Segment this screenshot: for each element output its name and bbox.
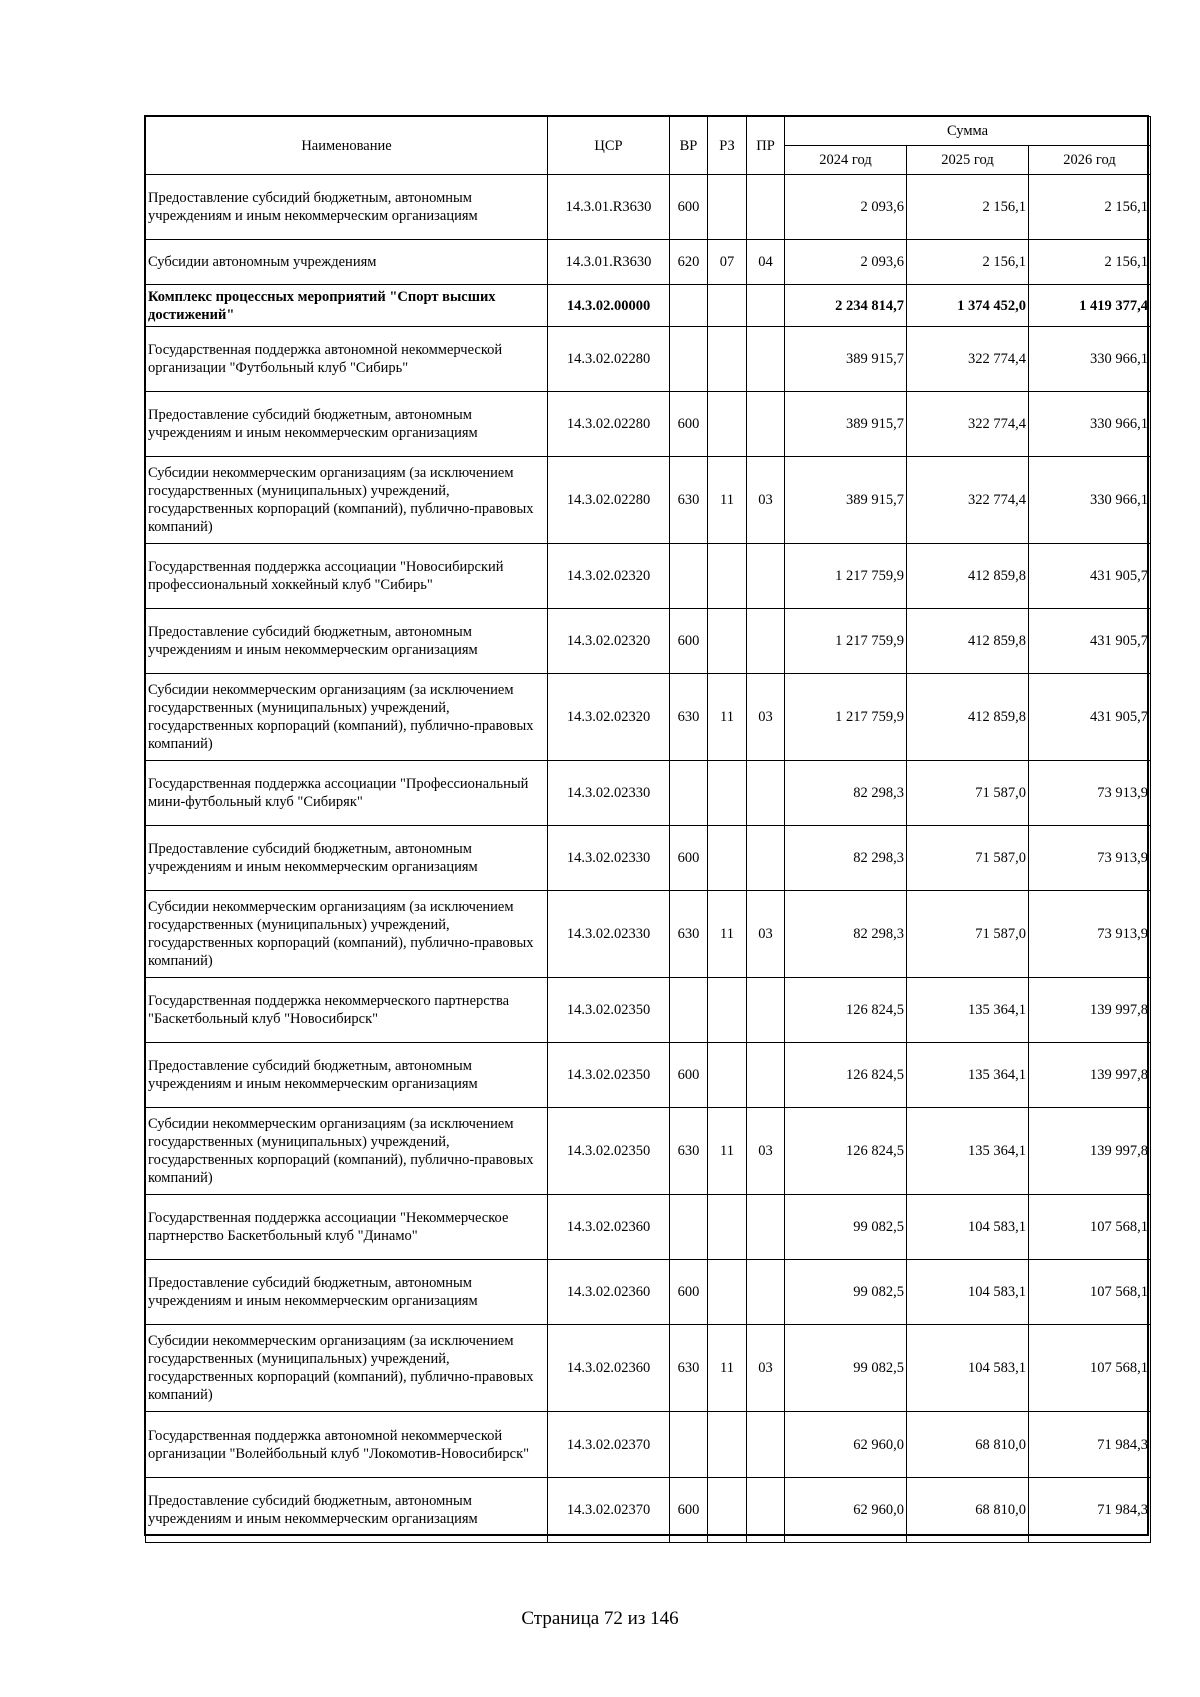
cell-csr: 14.3.02.02330 xyxy=(548,891,670,978)
cell-2024: 2 093,6 xyxy=(785,240,907,285)
table-row xyxy=(146,891,1151,978)
cell-2026: 139 997,8 xyxy=(1029,1108,1151,1195)
cell-vr xyxy=(670,285,708,327)
cell-name: Субсидии некоммерческим организациям (за исключением государственных (муниципальных) учреждений, государственных корпораций (компаний), публично-правовых компаний) xyxy=(146,457,548,544)
cell-2026: 73 913,9 xyxy=(1029,826,1151,891)
cell-pr xyxy=(747,175,785,240)
cell-pr xyxy=(747,1412,785,1478)
cell-2025: 71 587,0 xyxy=(907,761,1029,826)
cell-pr: 03 xyxy=(747,457,785,544)
cell-name: Субсидии некоммерческим организациям (за исключением государственных (муниципальных) учреждений, государственных корпораций (компаний), публично-правовых компаний) xyxy=(146,891,548,978)
cell-rz xyxy=(708,392,747,457)
cell-2025: 322 774,4 xyxy=(907,327,1029,392)
cell-rz xyxy=(708,609,747,674)
cell-vr: 600 xyxy=(670,1478,708,1543)
cell-pr xyxy=(747,761,785,826)
cell-2024: 99 082,5 xyxy=(785,1325,907,1412)
cell-2024: 126 824,5 xyxy=(785,1043,907,1108)
cell-vr: 630 xyxy=(670,891,708,978)
cell-rz xyxy=(708,544,747,609)
table-row xyxy=(146,1108,1151,1195)
cell-2026: 330 966,1 xyxy=(1029,392,1151,457)
table-row xyxy=(146,392,1151,457)
header-pr: ПР xyxy=(747,117,785,175)
cell-name: Предоставление субсидий бюджетным, автономным учреждениям и иным некоммерческим организациям xyxy=(146,609,548,674)
cell-csr: 14.3.02.02330 xyxy=(548,826,670,891)
cell-pr xyxy=(747,1043,785,1108)
cell-rz xyxy=(708,826,747,891)
cell-pr xyxy=(747,1260,785,1325)
cell-2026: 107 568,1 xyxy=(1029,1325,1151,1412)
cell-csr: 14.3.02.02320 xyxy=(548,544,670,609)
cell-vr: 600 xyxy=(670,1043,708,1108)
cell-vr: 630 xyxy=(670,674,708,761)
cell-2024: 82 298,3 xyxy=(785,891,907,978)
cell-name: Предоставление субсидий бюджетным, автономным учреждениям и иным некоммерческим организациям xyxy=(146,1478,548,1543)
cell-name: Предоставление субсидий бюджетным, автономным учреждениям и иным некоммерческим организациям xyxy=(146,1043,548,1108)
cell-2026: 431 905,7 xyxy=(1029,544,1151,609)
cell-2026: 330 966,1 xyxy=(1029,457,1151,544)
cell-pr xyxy=(747,392,785,457)
cell-vr: 600 xyxy=(670,175,708,240)
cell-name: Субсидии некоммерческим организациям (за исключением государственных (муниципальных) учреждений, государственных корпораций (компаний), публично-правовых компаний) xyxy=(146,674,548,761)
cell-csr: 14.3.02.02330 xyxy=(548,761,670,826)
header-year-2026: 2026 год xyxy=(1029,146,1151,175)
cell-name: Государственная поддержка автономной некоммерческой организации "Футбольный клуб "Сибирь" xyxy=(146,327,548,392)
header-name: Наименование xyxy=(146,117,548,175)
table-row xyxy=(146,285,1151,327)
cell-2025: 412 859,8 xyxy=(907,544,1029,609)
table-header xyxy=(146,117,1151,175)
budget-table xyxy=(145,116,1151,1543)
cell-rz xyxy=(708,1478,747,1543)
cell-vr xyxy=(670,544,708,609)
cell-2026: 431 905,7 xyxy=(1029,609,1151,674)
cell-2025: 104 583,1 xyxy=(907,1260,1029,1325)
table-row xyxy=(146,761,1151,826)
cell-2024: 99 082,5 xyxy=(785,1195,907,1260)
cell-rz: 07 xyxy=(708,240,747,285)
cell-csr: 14.3.02.02370 xyxy=(548,1412,670,1478)
table-row xyxy=(146,674,1151,761)
cell-2026: 139 997,8 xyxy=(1029,1043,1151,1108)
header-year-2024: 2024 год xyxy=(785,146,907,175)
cell-2025: 1 374 452,0 xyxy=(907,285,1029,327)
table-row xyxy=(146,175,1151,240)
cell-csr: 14.3.02.02370 xyxy=(548,1478,670,1543)
cell-csr: 14.3.02.02320 xyxy=(548,609,670,674)
cell-2024: 62 960,0 xyxy=(785,1412,907,1478)
cell-rz xyxy=(708,327,747,392)
cell-2025: 104 583,1 xyxy=(907,1195,1029,1260)
cell-2026: 107 568,1 xyxy=(1029,1260,1151,1325)
table-row xyxy=(146,544,1151,609)
cell-2026: 71 984,3 xyxy=(1029,1478,1151,1543)
table-row xyxy=(146,1325,1151,1412)
header-sum: Сумма xyxy=(785,117,1151,146)
cell-2024: 82 298,3 xyxy=(785,826,907,891)
page-number: Страница 72 из 146 xyxy=(521,1608,679,1629)
cell-name: Государственная поддержка ассоциации "Профессиональный мини-футбольный клуб "Сибиряк" xyxy=(146,761,548,826)
table-row xyxy=(146,978,1151,1043)
cell-2026: 73 913,9 xyxy=(1029,761,1151,826)
cell-csr: 14.3.02.02360 xyxy=(548,1260,670,1325)
cell-vr: 620 xyxy=(670,240,708,285)
cell-2024: 1 217 759,9 xyxy=(785,609,907,674)
cell-2024: 1 217 759,9 xyxy=(785,544,907,609)
cell-csr: 14.3.02.02360 xyxy=(548,1195,670,1260)
table-row xyxy=(146,826,1151,891)
cell-csr: 14.3.02.02360 xyxy=(548,1325,670,1412)
cell-name: Предоставление субсидий бюджетным, автономным учреждениям и иным некоммерческим организациям xyxy=(146,392,548,457)
cell-2025: 71 587,0 xyxy=(907,891,1029,978)
cell-2026: 2 156,1 xyxy=(1029,240,1151,285)
cell-rz: 11 xyxy=(708,674,747,761)
cell-rz xyxy=(708,1043,747,1108)
cell-2024: 126 824,5 xyxy=(785,978,907,1043)
cell-2025: 322 774,4 xyxy=(907,392,1029,457)
cell-name: Предоставление субсидий бюджетным, автономным учреждениям и иным некоммерческим организациям xyxy=(146,175,548,240)
cell-2026: 73 913,9 xyxy=(1029,891,1151,978)
table-row xyxy=(146,1195,1151,1260)
cell-pr xyxy=(747,1478,785,1543)
cell-2025: 412 859,8 xyxy=(907,609,1029,674)
cell-csr: 14.3.02.02320 xyxy=(548,674,670,761)
cell-2024: 389 915,7 xyxy=(785,327,907,392)
cell-pr xyxy=(747,544,785,609)
cell-rz xyxy=(708,285,747,327)
cell-2026: 107 568,1 xyxy=(1029,1195,1151,1260)
cell-2026: 330 966,1 xyxy=(1029,327,1151,392)
cell-name: Субсидии некоммерческим организациям (за исключением государственных (муниципальных) учреждений, государственных корпораций (компаний), публично-правовых компаний) xyxy=(146,1325,548,1412)
cell-2024: 82 298,3 xyxy=(785,761,907,826)
table-row xyxy=(146,1260,1151,1325)
cell-2024: 62 960,0 xyxy=(785,1478,907,1543)
cell-vr: 600 xyxy=(670,826,708,891)
cell-name: Комплекс процессных мероприятий "Спорт высших достижений" xyxy=(146,285,548,327)
cell-vr xyxy=(670,1412,708,1478)
cell-name: Субсидии некоммерческим организациям (за исключением государственных (муниципальных) учреждений, государственных корпораций (компаний), публично-правовых компаний) xyxy=(146,1108,548,1195)
cell-2026: 71 984,3 xyxy=(1029,1412,1151,1478)
cell-pr: 03 xyxy=(747,891,785,978)
cell-rz xyxy=(708,978,747,1043)
cell-name: Государственная поддержка некоммерческого партнерства "Баскетбольный клуб "Новосибирск" xyxy=(146,978,548,1043)
cell-vr xyxy=(670,761,708,826)
cell-2025: 2 156,1 xyxy=(907,240,1029,285)
cell-vr: 600 xyxy=(670,1260,708,1325)
cell-name: Государственная поддержка автономной некоммерческой организации "Волейбольный клуб "Локомотив-Новосибирск" xyxy=(146,1412,548,1478)
cell-csr: 14.3.02.02350 xyxy=(548,1108,670,1195)
cell-csr: 14.3.02.02280 xyxy=(548,457,670,544)
cell-rz: 11 xyxy=(708,457,747,544)
table-row xyxy=(146,1478,1151,1543)
cell-csr: 14.3.01.R3630 xyxy=(548,175,670,240)
cell-pr xyxy=(747,826,785,891)
cell-2026: 431 905,7 xyxy=(1029,674,1151,761)
cell-name: Предоставление субсидий бюджетным, автономным учреждениям и иным некоммерческим организациям xyxy=(146,826,548,891)
cell-rz: 11 xyxy=(708,891,747,978)
cell-2026: 139 997,8 xyxy=(1029,978,1151,1043)
header-vr: ВР xyxy=(670,117,708,175)
cell-pr: 04 xyxy=(747,240,785,285)
cell-csr: 14.3.02.02280 xyxy=(548,327,670,392)
cell-pr xyxy=(747,327,785,392)
header-rz: РЗ xyxy=(708,117,747,175)
cell-2025: 2 156,1 xyxy=(907,175,1029,240)
cell-pr xyxy=(747,978,785,1043)
header-csr: ЦСР xyxy=(548,117,670,175)
cell-name: Государственная поддержка ассоциации "Новосибирский профессиональный хоккейный клуб "Сибирь" xyxy=(146,544,548,609)
cell-pr: 03 xyxy=(747,674,785,761)
cell-2026: 2 156,1 xyxy=(1029,175,1151,240)
cell-csr: 14.3.02.02350 xyxy=(548,978,670,1043)
cell-rz: 11 xyxy=(708,1108,747,1195)
cell-vr: 630 xyxy=(670,1108,708,1195)
cell-2025: 412 859,8 xyxy=(907,674,1029,761)
table-row xyxy=(146,1043,1151,1108)
cell-vr xyxy=(670,1195,708,1260)
table-row xyxy=(146,457,1151,544)
cell-2025: 71 587,0 xyxy=(907,826,1029,891)
cell-name: Предоставление субсидий бюджетным, автономным учреждениям и иным некоммерческим организациям xyxy=(146,1260,548,1325)
cell-pr: 03 xyxy=(747,1108,785,1195)
cell-rz xyxy=(708,761,747,826)
cell-csr: 14.3.01.R3630 xyxy=(548,240,670,285)
cell-2024: 389 915,7 xyxy=(785,392,907,457)
cell-2026: 1 419 377,4 xyxy=(1029,285,1151,327)
cell-pr xyxy=(747,609,785,674)
cell-pr: 03 xyxy=(747,1325,785,1412)
cell-vr: 630 xyxy=(670,457,708,544)
cell-rz xyxy=(708,175,747,240)
cell-2025: 135 364,1 xyxy=(907,1043,1029,1108)
cell-name: Субсидии автономным учреждениям xyxy=(146,240,548,285)
cell-pr xyxy=(747,285,785,327)
cell-2024: 126 824,5 xyxy=(785,1108,907,1195)
table-row xyxy=(146,240,1151,285)
cell-2025: 68 810,0 xyxy=(907,1478,1029,1543)
cell-2025: 68 810,0 xyxy=(907,1412,1029,1478)
header-year-2025: 2025 год xyxy=(907,146,1029,175)
cell-2024: 1 217 759,9 xyxy=(785,674,907,761)
cell-rz xyxy=(708,1195,747,1260)
cell-rz: 11 xyxy=(708,1325,747,1412)
cell-2025: 135 364,1 xyxy=(907,978,1029,1043)
table-row xyxy=(146,609,1151,674)
cell-csr: 14.3.02.00000 xyxy=(548,285,670,327)
table-row xyxy=(146,1412,1151,1478)
cell-csr: 14.3.02.02350 xyxy=(548,1043,670,1108)
cell-vr: 600 xyxy=(670,392,708,457)
cell-2024: 2 093,6 xyxy=(785,175,907,240)
cell-vr: 600 xyxy=(670,609,708,674)
cell-pr xyxy=(747,1195,785,1260)
cell-vr xyxy=(670,978,708,1043)
cell-2024: 99 082,5 xyxy=(785,1260,907,1325)
cell-rz xyxy=(708,1260,747,1325)
cell-csr: 14.3.02.02280 xyxy=(548,392,670,457)
cell-name: Государственная поддержка ассоциации "Некоммерческое партнерство Баскетбольный клуб "Динамо" xyxy=(146,1195,548,1260)
table-body xyxy=(146,175,1151,1543)
table-row xyxy=(146,327,1151,392)
cell-vr xyxy=(670,327,708,392)
cell-2025: 104 583,1 xyxy=(907,1325,1029,1412)
cell-vr: 630 xyxy=(670,1325,708,1412)
cell-2025: 322 774,4 xyxy=(907,457,1029,544)
cell-2025: 135 364,1 xyxy=(907,1108,1029,1195)
cell-2024: 2 234 814,7 xyxy=(785,285,907,327)
cell-rz xyxy=(708,1412,747,1478)
cell-2024: 389 915,7 xyxy=(785,457,907,544)
